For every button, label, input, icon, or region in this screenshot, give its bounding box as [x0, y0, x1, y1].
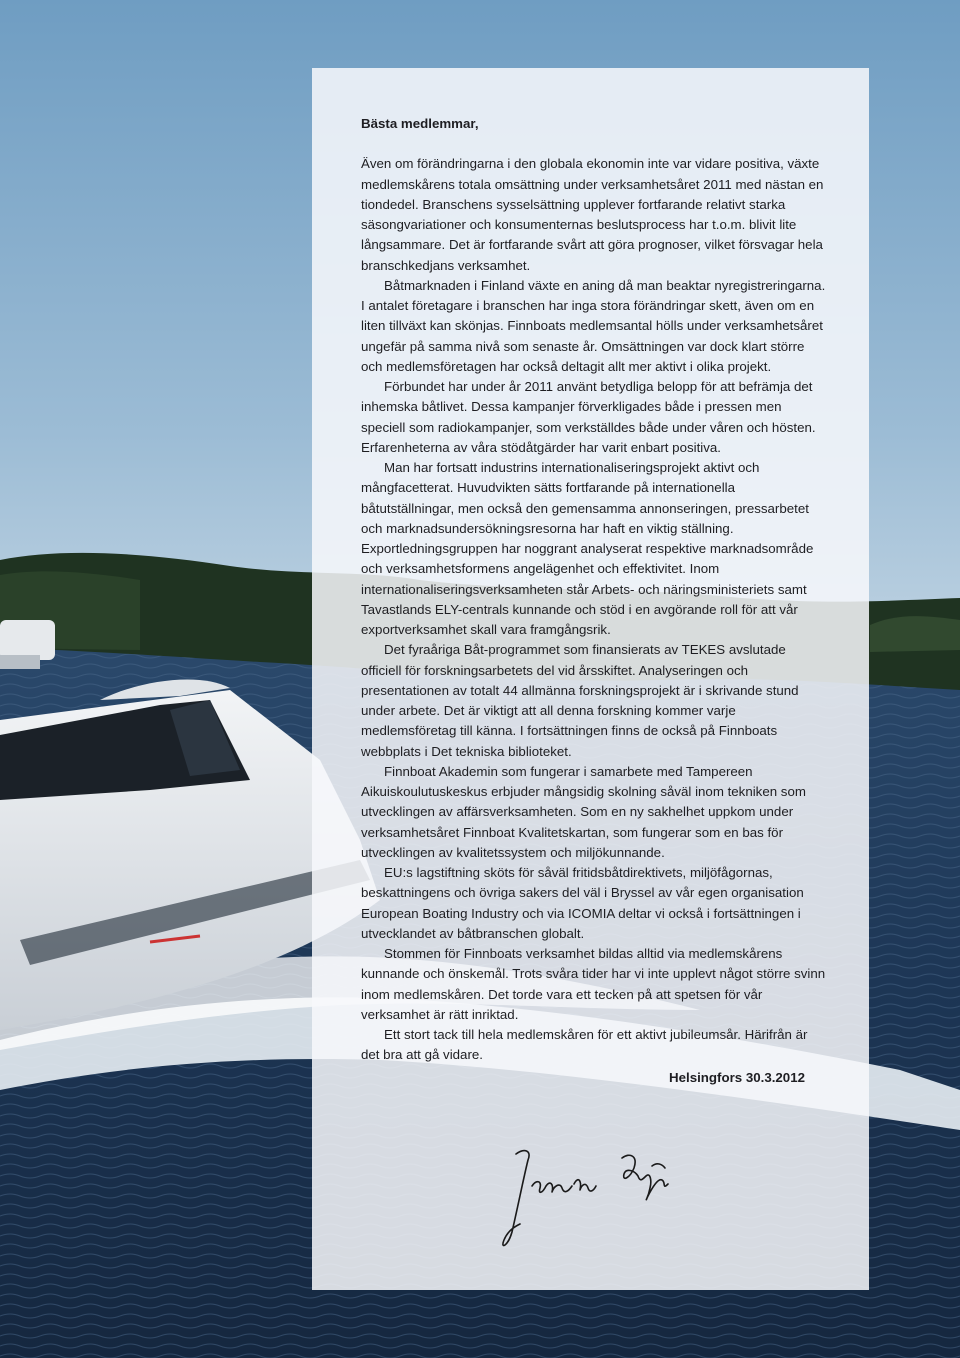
- paragraph-6: Finnboat Akademin som fungerar i samarbete med Tampereen Aikuiskoulutuskeskus erbjuder mångsidig skolning såväl inom tekniken som utvecklingen av affärsverksamheten. Som en ny sakhelhet uppkom under verksamhetsåret Finnboat Kvalitetskartan, som fungerar som en bas för utvecklingen av kvalitetssystem och miljökunnande.: [361, 763, 806, 860]
- paragraph-3: Förbundet har under år 2011 använt betydliga belopp för att befrämja det inhemska båtlivet. Dessa kampanjer förverkligades både i pressen men speciell som radiokampanjer, som verkställdes både under våren och hösten. Erfarenheterna av våra stödåtgärder har varit enbart positiva.: [361, 379, 816, 455]
- paragraph-5: Det fyraåriga Båt-programmet som finansierats av TEKES avslutade officiell för forskningsarbetets del vid årsskiftet. Analyseringen och presentationen av totalt 44 allmänna forskningsprojekt är i skrivande stund under arbete. Det är viktigt att all denna forskning kommer varje medlemsföretag till känna. I fortsättningen finns de också på Finnboats webbplats i Det tekniska biblioteket.: [361, 642, 799, 759]
- letter-panel: [312, 68, 869, 1290]
- paragraph-2: Båtmarknaden i Finland växte en aning då man beaktar nyregistreringarna. I antalet företagare i branschen har inga stora förändringar skett, även om en liten tillväxt kan skönjas. Finnboats medlemsantal hölls under verksamhetsåret ungefär på samma nivå som senaste år. Omsättningen var dock klart större och medlemsföretagen har också deltagit allt mer aktivt i olika projekt.: [361, 277, 826, 374]
- paragraph-9: Ett stort tack till hela medlemskåren för ett aktivt jubileumsår. Härifrån är det bra att gå vidare.: [361, 1027, 808, 1063]
- greeting: Bästa medlemmar,: [361, 116, 479, 131]
- paragraph-4: Man har fortsatt industrins internationaliseringsprojekt aktivt och mångfacetterat. Huvudvikten sätts fortfarande på internationella båtutställningar, men också den gemensamma annonseringen, pressarbetet och marknadsundersökningsresorna har haft en viktig ställning. Exportledningsgruppen har noggrant analyserat respektive marknadsområde och verksamhetsformens angelägenhet och effektivitet. Inom internationaliseringsverksamheten står Arbets- och näringsministeriets samt Tavastlands ELY-centrals kunnande och stöd i en avgörande roll för att vår exportverksamhet skall vara framgångsrik.: [361, 460, 814, 637]
- letter-body: [361, 114, 829, 1088]
- paragraph-7: EU:s lagstiftning sköts för såväl fritidsbåtdirektivets, miljöfågornas, beskattningens och övriga sakers del väl i Bryssel av vår egen organisation European Boating Industry och via ICOMIA deltar vi också i fortsättningen i utvecklandet av båtbranschen globalt.: [361, 865, 804, 941]
- paragraph-8: Stommen för Finnboats verksamhet bildas alltid via medlemskårens kunnande och önskemål. Trots svåra tider har vi inte upplevt något större svinn inom medlemskåren. Det torde vara ett tecken på att spetsen för vår verksamhet är rätt inriktad.: [361, 946, 826, 1022]
- handwritten-signature: [502, 1146, 702, 1256]
- paragraph-1: Även om förändringarna i den globala ekonomin inte var vidare positiva, växte medlemskårens totala omsättning under verksamhetsåret 2011 med nästan en tiondedel. Branschens sysselsättning upplever fortfarande relativt starka säsongvariationer och konsumenternas beslutsprocess har t.o.m. blivit lite långsammare. Det är fortfarande svårt att göra prognoser, vilket försvagar hela branschkedjans verksamhet.: [361, 156, 824, 273]
- place-date: Helsingfors 30.3.2012: [669, 1069, 805, 1085]
